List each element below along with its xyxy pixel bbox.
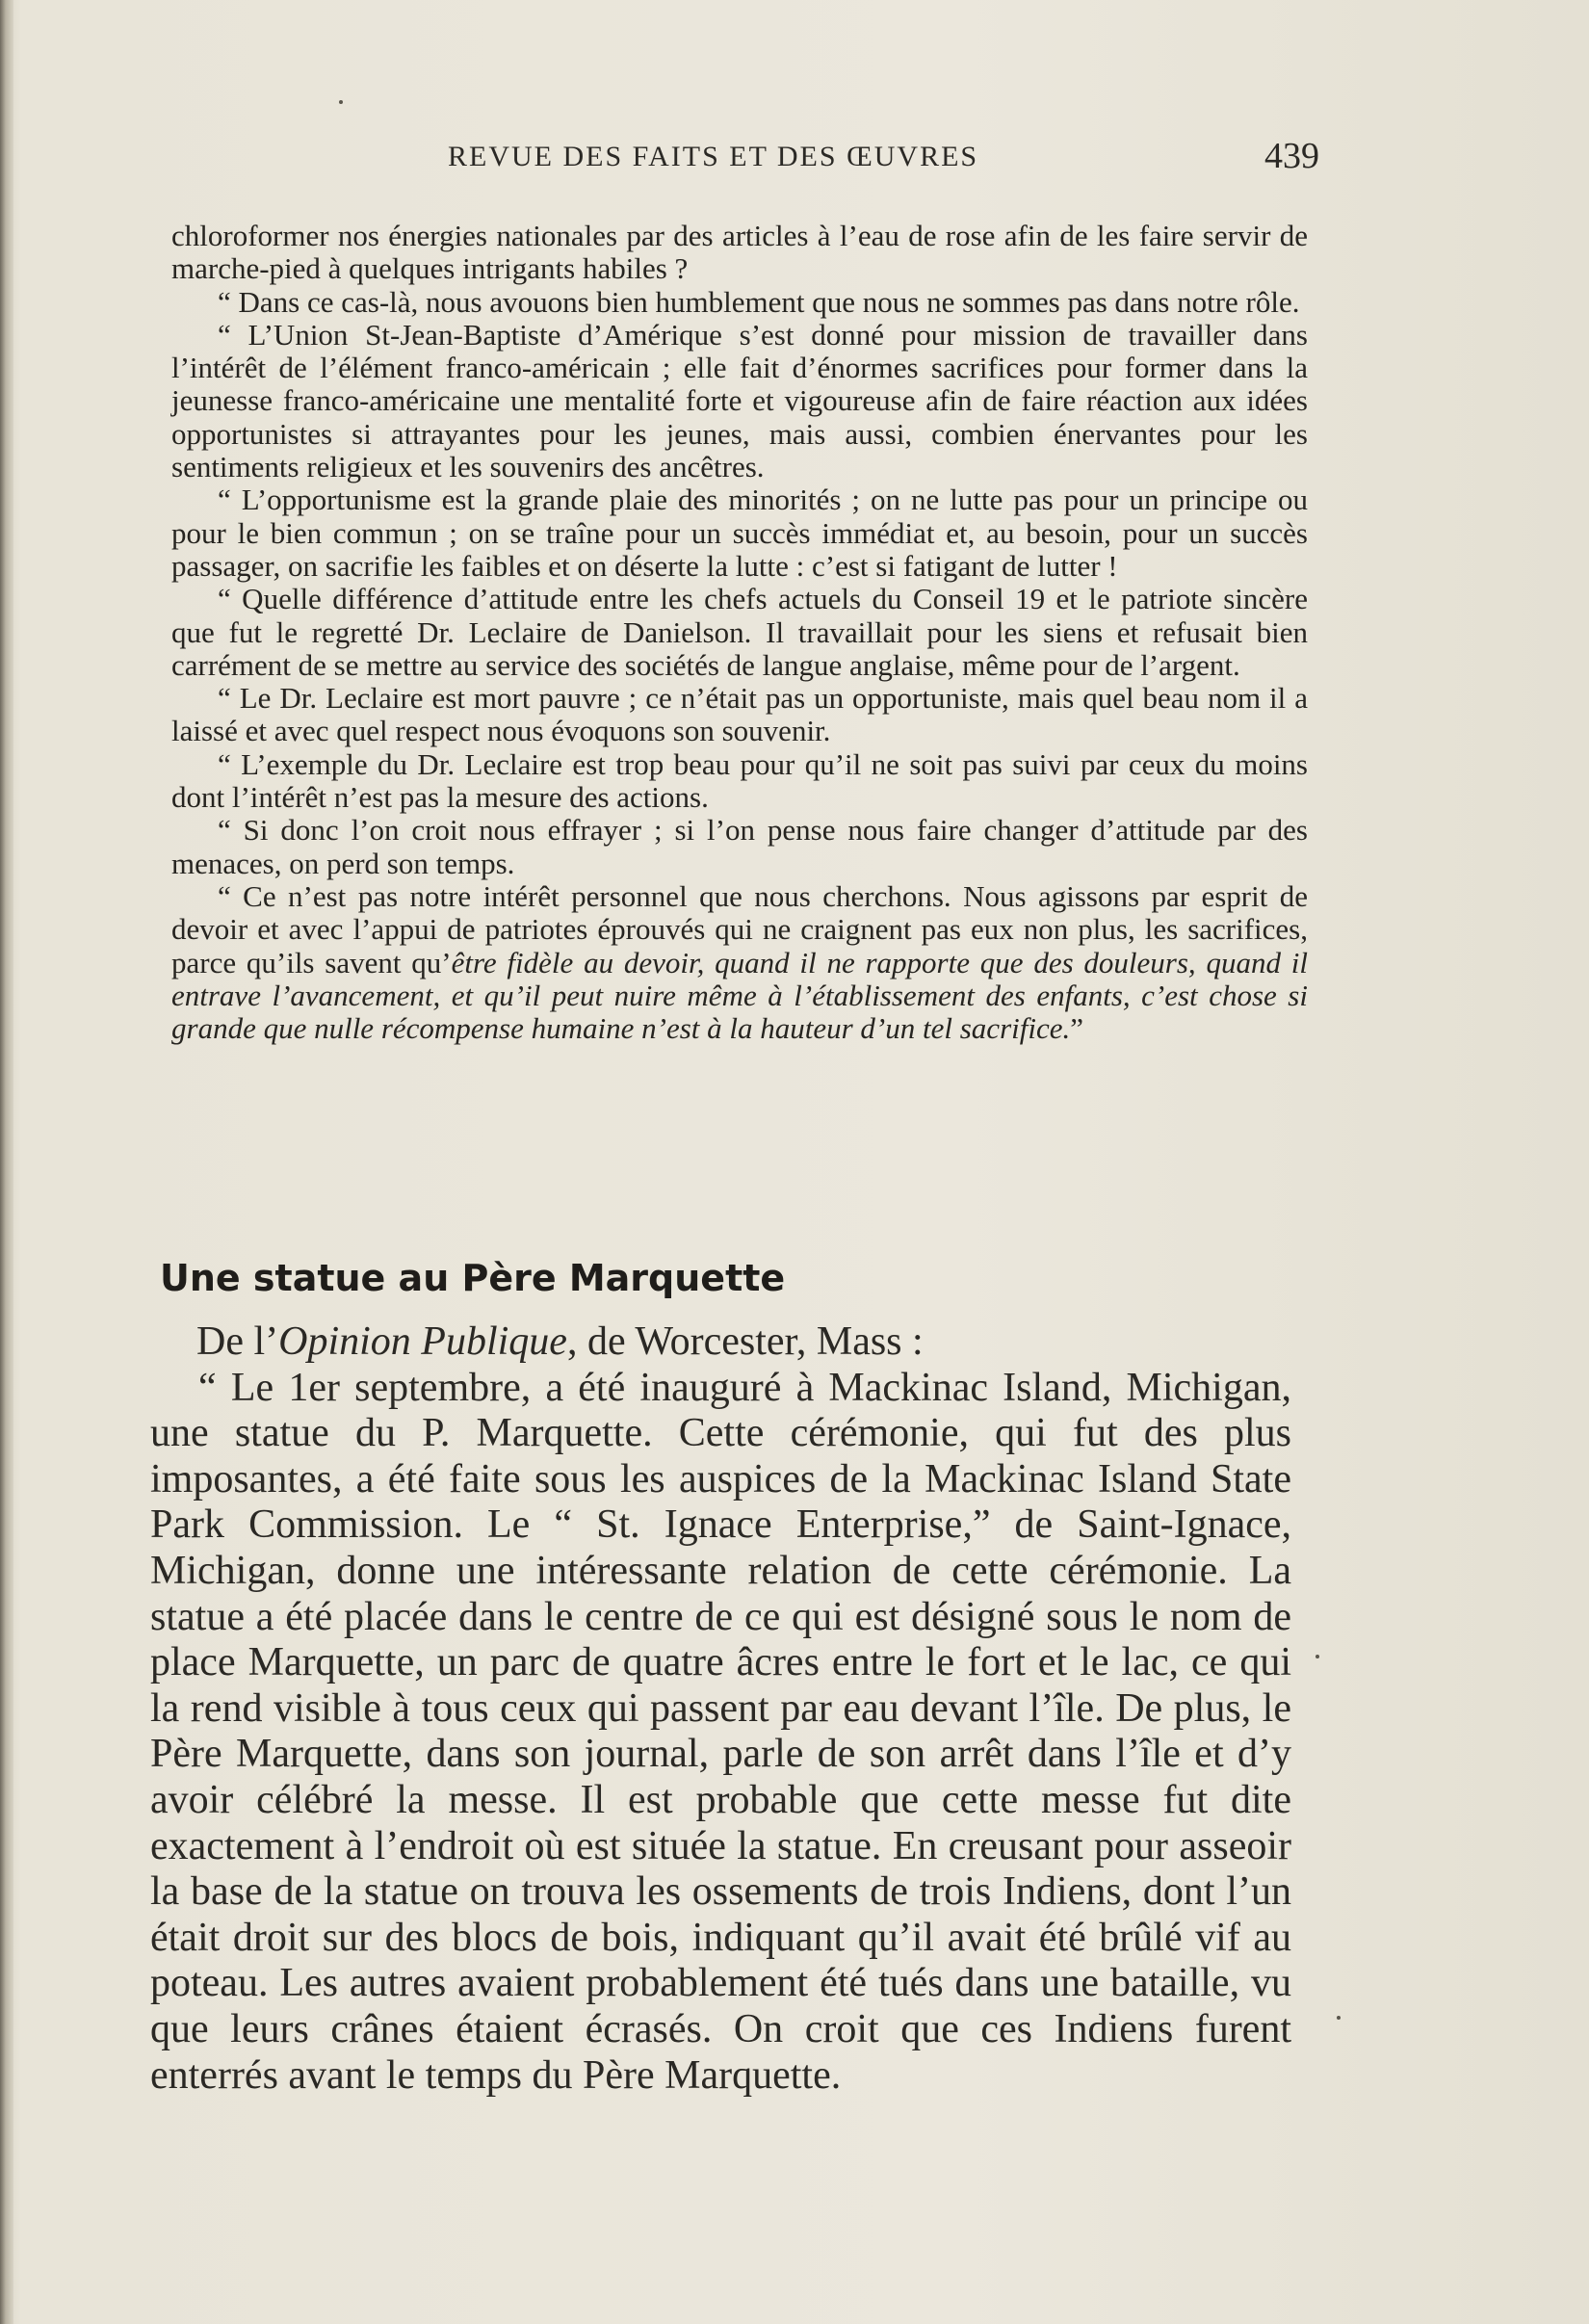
book-spine-shadow [0,0,13,2324]
source-prefix: De l’ [196,1319,279,1364]
paragraph: “ Le Dr. Leclaire est mort pauvre ; ce n’était pas un opportuniste, mais quel beau nom il a laissé et avec quel respect nous évoquons son souvenir. [171,681,1308,748]
closing-quote-mark: ” [1070,1011,1084,1046]
running-head [173,135,1319,183]
article-body [150,1319,1291,2099]
quoted-text-block [171,220,1308,1045]
paragraph: “ Quelle différence d’attitude entre les chefs actuels du Conseil 19 et le patriote sincère que fut le regretté Dr. Leclaire de Danielson. Il travaillait pour les siens et refusait bien carrément de se mettre au service des sociétés de langue anglaise, même pour de l’argent. [171,582,1308,682]
paragraph-final-quote [171,880,1308,1045]
quote-text: “ Ce n’est pas notre intérêt personnel que nous cherchons. Nous agissons par esprit de devoir et avec l’appui de patriotes éprouvés qui ne craignent pas eux non plus, les sacrifices, parce qu’ils savent qu’ [171,878,1308,979]
paragraph: chloroformer nos énergies nationales par des articles à l’eau de rose afin de les faire servir de marche-pied à quelques intrigants habiles ? [171,219,1308,286]
source-publication: Opinion Publique [278,1319,567,1364]
paragraph: “ L’Union St-Jean-Baptiste d’Amérique s’est donné pour mission de travailler dans l’intérêt de l’élément franco-américain ; elle fait d’énormes sacrifices pour former dans la jeunesse franco-américaine une mentalité forte et vigoureuse afin de faire réaction aux idées opportunistes si attrayantes pour les jeunes, mais aussi, combien énervantes pour les sentiments religieux et les souvenirs des ancêtres. [171,317,1308,484]
source-suffix: , de Worcester, Mass : [566,1319,924,1364]
paragraph: “ L’opportunisme est la grande plaie des minorités ; on ne lutte pas pour un principe ou pour le bien commun ; on se traîne pour un succès immédiat et, au besoin, pour un succès passager, on sacrifie les faibles et on déserte la lutte : c’est si fatigant de lutter ! [171,483,1308,583]
paragraph: “ L’exemple du Dr. Leclaire est trop beau pour qu’il ne soit pas suivi par ceux du moins dont l’intérêt n’est pas la mesure des actions. [171,746,1308,815]
section-heading: Une statue au Père Marquette [160,1257,786,1299]
paragraph: “ Dans ce cas-là, nous avouons bien humblement que nous ne sommes pas dans notre rôle. [218,284,1300,319]
page-number: 439 [1264,136,1319,176]
quote-italic-text: être fidèle au devoir, quand il ne rapporte que des douleurs, quand il entrave l’avancement, et qu’il peut nuire même à l’établissement des enfants, c’est chose si grande que nulle récompense humaine n’est à la hauteur d’un tel sacrifice. [171,945,1308,1046]
article-paragraph: “ Le 1er septembre, a été inauguré à Mackinac Island, Michigan, une statue du P. Marquette. Cette cérémonie, qui fut des plus imposantes, a été faite sous les auspices de la Mackinac Island State Park Commission. Le “ St. Ignace Enterprise,” de Saint-Ignace, Michigan, donne une intéressante relation de cette cérémonie. La statue a été placée dans le centre de ce qui est désigné sous le nom de place Marquette, un parc de quatre âcres entre le fort et le lac, ce qui la rend visible à tous ceux qui passent par eau devant l’île. De plus, le Père Marquette, dans son journal, parle de son arrêt dans l’île et d’y avoir célébré la messe. Il est probable que cette messe fut dite exactement à l’endroit où est située la statue. En creusant pour asseoir la base de la statue on trouva les ossements de trois Indiens, dont l’un était droit sur des blocs de bois, indiquant qu’il avait été brûlé vif au poteau. Les autres avaient probablement été tués dans une bataille, vu que leurs crânes étaient écrasés. On croit que ces Indiens furent enterrés avant le temps du Père Marquette. [150,1365,1291,2098]
running-title: REVUE DES FAITS ET DES ŒUVRES [448,141,979,172]
paper-speck [339,100,343,104]
paper-speck [1315,1655,1319,1658]
paper-speck [1337,2016,1341,2020]
paragraph: “ Si donc l’on croit nous effrayer ; si l’on pense nous faire changer d’attitude par des menaces, on perd son temps. [171,813,1308,880]
source-line [150,1319,1291,1366]
